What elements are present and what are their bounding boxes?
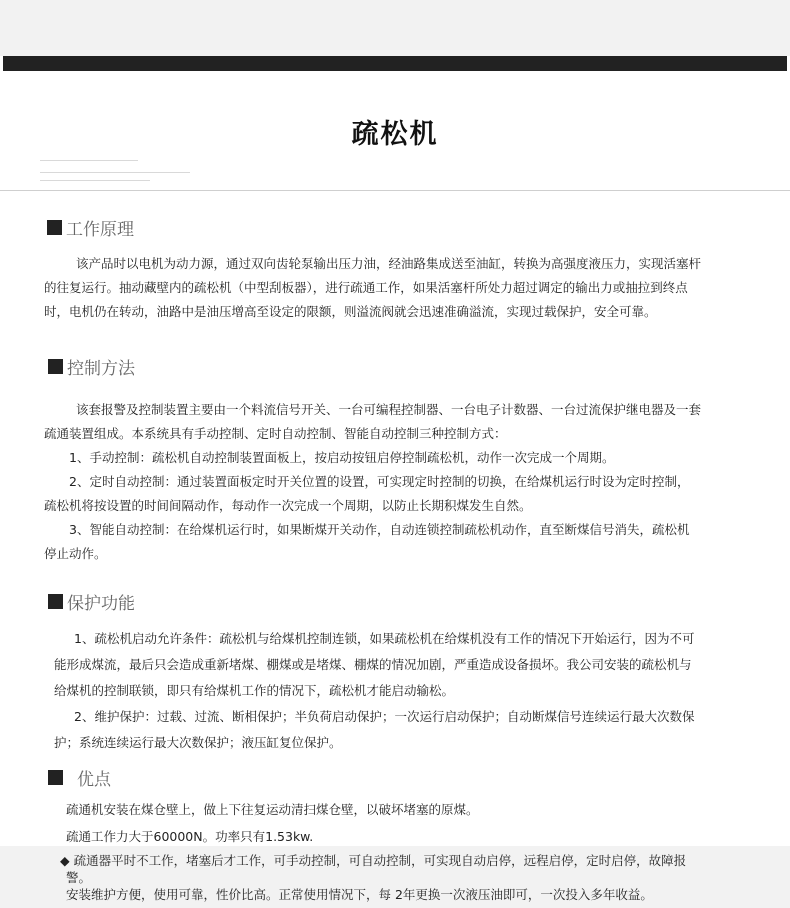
advantage-line: ◆ 疏通器平时不工作，堵塞后才工作，可手动控制，可自动控制，可实现自动启停，远程启停，定时启停，故障报 <box>60 853 687 868</box>
heading-text: 保护功能 <box>67 594 135 614</box>
text-line: 给煤机的控制联锁，即只有给煤机工作的情况下，疏松机才能启动输松。 <box>54 683 455 698</box>
principle-paragraph <box>44 252 756 324</box>
square-bullet-icon <box>48 594 63 609</box>
text-line: 时，电机仍在转动，油路中是油压增高至设定的限额，则溢流阀就会迅速准确溢流，实现过载保护，安全可靠。 <box>44 304 657 319</box>
text-line: 2、定时自动控制：通过装置面板定时开关位置的设置，可实现定时控制的切换，在给煤机运行时设为定时控制， <box>69 474 690 489</box>
text-line: 能形成煤流，最后只会造成重新堵煤、棚煤或是堵煤、棚煤的情况加剧，严重造成设备损坏。我公司安装的疏松机与 <box>54 657 692 672</box>
heading-text: 控制方法 <box>67 359 135 379</box>
decorative-line <box>40 160 138 161</box>
text-line: 该产品时以电机为动力源，通过双向齿轮泵输出压力油，经油路集成送至油缸，转换为高强度液压力，实现活塞杆 <box>76 256 702 271</box>
text-line: 的往复运行。抽动藏壁内的疏松机（中型刮板器），进行疏通工作，如果活塞杆所处力超过调定的输出力或抽拉到终点 <box>44 280 688 295</box>
section-divider <box>0 190 790 191</box>
section-heading-control <box>48 354 135 379</box>
square-bullet-icon <box>48 359 63 374</box>
advantage-line: 警。 <box>66 870 92 885</box>
text-line: 疏通装置组成。本系统具有手动控制、定时自动控制、智能自动控制三种控制方式： <box>44 426 507 441</box>
text-line: 停止动作。 <box>44 546 107 561</box>
text-line: 1、疏松机启动允许条件：疏松机与给煤机控制连锁，如果疏松机在给煤机没有工作的情况下开始运行，因为不可 <box>74 631 695 646</box>
decorative-line <box>40 180 150 181</box>
text-line: 2、维护保护：过载、过流、断相保护；半负荷启动保护；一次运行启动保护；自动断煤信号连续运行最大次数保 <box>74 709 695 724</box>
section-heading-protection <box>48 589 135 614</box>
text-line: 护；系统连续运行最大次数保护；液压缸复位保护。 <box>54 735 342 750</box>
square-bullet-icon <box>47 220 62 235</box>
decorative-line <box>40 172 190 173</box>
header-bar <box>3 56 787 71</box>
top-band <box>0 0 790 56</box>
section-heading-principle <box>47 215 134 240</box>
advantage-line: 疏通工作力大于60000N。功率只有1.53kw. <box>66 829 314 844</box>
text-line: 3、智能自动控制：在给煤机运行时，如果断煤开关动作，自动连锁控制疏松机动作，直至断煤信号消失，疏松机 <box>69 522 690 537</box>
protection-paragraph <box>54 626 754 756</box>
text-line: 疏松机将按设置的时间间隔动作，每动作一次完成一个周期，以防止长期积煤发生自然。 <box>44 498 532 513</box>
heading-text: 优点 <box>77 770 111 790</box>
page-title: 疏松机 <box>351 119 439 150</box>
text-line: 该套报警及控制装置主要由一个料流信号开关、一台可编程控制器、一台电子计数器、一台过流保护继电器及一套 <box>76 402 702 417</box>
control-paragraph <box>44 398 756 566</box>
advantage-line: 安装维护方便，使用可靠，性价比高。正常使用情况下，每 2年更换一次液压油即可，一次投入多年收益。 <box>66 887 653 902</box>
square-bullet-icon <box>48 770 63 785</box>
heading-text: 工作原理 <box>66 220 134 240</box>
section-heading-advantages <box>48 765 111 790</box>
text-line: 1、手动控制：疏松机自动控制装置面板上，按启动按钮启停控制疏松机，动作一次完成一个周期。 <box>69 450 615 465</box>
advantage-line: 疏通机安装在煤仓壁上，做上下往复运动清扫煤仓壁，以破坏堵塞的原煤。 <box>66 802 479 817</box>
